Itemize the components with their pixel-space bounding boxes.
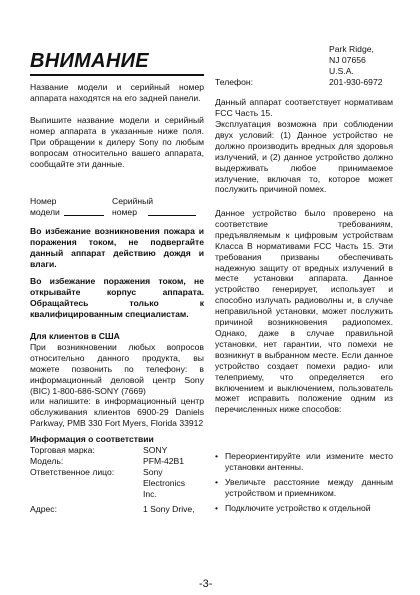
model-location-paragraph: Название модели и серийный номер аппарата находятся на его задней панели. (30, 82, 204, 103)
compliance-row-value: Electronics (143, 478, 186, 488)
model-number-label-1: Номер (30, 196, 57, 206)
compliance-row-value: Inc. (143, 489, 157, 499)
fcc-compliance-paragraph: Данный аппарат соответствует нормативам FCC Часть 15. (215, 97, 393, 118)
page-number: -3- (199, 578, 213, 590)
compliance-row-label: Ответственное лицо: (30, 467, 115, 477)
bullet-item: • Подключите устройство к отдельной (215, 503, 371, 513)
record-serial-paragraph: Выпишите название модели и серийный номер аппарата в указанные ниже поля. При обращении к дилеру Sony по любым вопросам относительно вашего аппарата, сообщайте эти данные. (30, 115, 204, 169)
model-number-blank (64, 207, 104, 216)
serial-number-blank (148, 207, 196, 216)
compliance-row-value: 1 Sony Drive, (143, 504, 195, 514)
bullet-item: • Увеличьте расстояние между данным устройством и приемником. (215, 477, 393, 498)
bullet-item: • Переориентируйте или измените место установки антенны. (215, 451, 393, 472)
phone-label: Телефон: (215, 77, 254, 87)
address-line-2: NJ 07656 (329, 55, 366, 65)
compliance-row-value: Sony (143, 467, 163, 477)
usa-customers-heading: Для клиентов в США (30, 331, 120, 341)
compliance-heading: Информация о соответствии (30, 434, 154, 444)
title-underline (30, 74, 204, 76)
compliance-row-label: Торговая марка: (30, 445, 95, 455)
fire-warning: Во избежание возникновения пожара и поражения током, не подвергайте данный аппарат действию дождя и влаги. (30, 226, 204, 269)
compliance-row-label: Модель: (30, 456, 64, 466)
bullet-dot: • (215, 477, 219, 487)
operation-conditions-paragraph: Эксплуатация возможна при соблюдении двух условий: (1) Данное устройство не должно производить вредных для здоровья излучений, и (2) данное устройство должно выдерживать любое принимаемое излучение, включая то, которое может послужить причиной помех. (215, 119, 393, 195)
usa-address-paragraph: или напишите: в информационный центр обслуживания клиентов 6900-29 Daniels Parkway, PMB 330 Fort Myers, Florida 33912 (30, 396, 204, 428)
bullet-dot: • (215, 451, 219, 461)
serial-number-label-2: номер (112, 207, 137, 217)
class-b-paragraph: Данное устройство было проверено на соответствие требованиям, предъявляемым к цифровым устройствам Класса B нормативами FCC Часть 15. Эти требования призваны обеспечивать надежную защиту от вредных излучений в месте установки аппарата. Данное устройство генерирует, использует и способно излучать радиоволны и, в случае неправильной установки, может послужить причиной возникновения радиопомех. Однако, даже в случае правильной установки, нет гарантии, что помехи не возникнут в выбранном месте. Если данное устройство создает помехи радио- или телеприему, что определяется его включением и выключением, пользователь может исправить положение одним из перечисленных ниже способов: (215, 208, 393, 415)
compliance-row-value: PFM-42B1 (143, 456, 185, 466)
usa-phone-paragraph: При возникновении любых вопросов относительно данного продукта, вы можете позвонить по телефону: в информационный деловой центр Sony (BIC) 1-800-686-SONY (7669) (30, 342, 204, 396)
phone-value: 201-930-6972 (329, 77, 383, 87)
address-line-1: Park Ridge, (329, 44, 374, 54)
address-line-3: U.S.A. (329, 66, 354, 76)
serial-number-label-1: Серийный (112, 196, 154, 206)
bullet-dot: • (215, 503, 219, 513)
shock-warning: Во избежание поражения током, не открывайте корпус аппарата. Обращайтесь только к квалифицированным специалистам. (30, 276, 204, 319)
model-number-label-2: модели (30, 207, 60, 217)
compliance-row-label: Адрес: (30, 504, 57, 514)
compliance-row-value: SONY (143, 445, 168, 455)
page-title: ВНИМАНИЕ (30, 50, 149, 72)
